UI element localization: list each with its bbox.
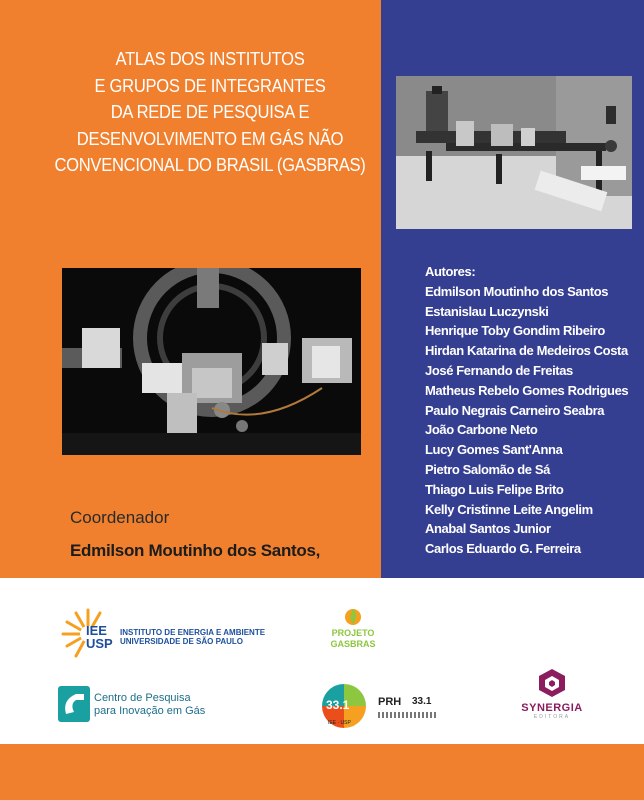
- prh-logo: [322, 684, 442, 732]
- author-name: João Carbone Neto: [425, 422, 538, 438]
- prh-number: 33.1: [412, 696, 432, 707]
- gasbras-line2: GASBRAS: [330, 639, 376, 649]
- authors-label: Autores:: [425, 264, 476, 279]
- title-line: E GRUPOS DE INTEGRANTES: [94, 75, 326, 96]
- author-name: Lucy Gomes Sant'Anna: [425, 442, 563, 458]
- prh-label: PRH: [378, 696, 402, 708]
- synergia-name: SYNERGIA: [521, 702, 583, 714]
- lab-equipment-illustration: [396, 76, 632, 229]
- rcgi-line2: para Inovação em Gás: [94, 705, 206, 717]
- iee-name-line2: UNIVERSIDADE DE SÃO PAULO: [120, 637, 243, 646]
- synergia-sub: EDITORA: [533, 714, 571, 720]
- synergia-logo: [516, 668, 588, 734]
- rcgi-line1: Centro de Pesquisa: [94, 692, 191, 704]
- title-line: DA REDE DE PESQUISA E: [110, 102, 310, 122]
- footer-orange-bar: [0, 744, 644, 800]
- iee-name-line1: INSTITUTO DE ENERGIA E AMBIENTE: [120, 628, 266, 637]
- author-name: Matheus Rebelo Gomes Rodrigues: [425, 382, 629, 398]
- lab-equipment-photo: [396, 76, 632, 229]
- author-name: Thiago Luis Felipe Brito: [425, 481, 564, 497]
- iee-usp-logo: [58, 606, 288, 664]
- prh-sub: IEE · USP: [328, 720, 351, 726]
- author-name: Kelly Cristinne Leite Angelim: [425, 501, 593, 517]
- title-line: DESENVOLVIMENTO EM GÁS NÃO: [76, 128, 344, 149]
- iee-abbr: IEE: [86, 623, 107, 638]
- synergia-cube-icon: [537, 668, 567, 698]
- title-line: CONVENCIONAL DO BRASIL (GASBRAS): [54, 155, 366, 175]
- prh-fine-print: [378, 712, 438, 718]
- rcgi-logo: [58, 686, 258, 726]
- title-line: ATLAS DOS INSTITUTOS: [115, 49, 305, 69]
- diffractometer-photo: [62, 268, 361, 455]
- diffractometer-illustration: [62, 268, 361, 455]
- author-name: Pietro Salomão de Sá: [425, 461, 550, 477]
- book-title: [54, 46, 367, 179]
- author-name: Hirdan Katarina de Medeiros Costa: [425, 343, 628, 359]
- coordinator-label: Coordenador: [70, 508, 170, 527]
- gasbras-line1: PROJETO: [331, 628, 375, 638]
- author-name: Paulo Negrais Carneiro Seabra: [425, 402, 605, 418]
- author-name: Henrique Toby Gondim Ribeiro: [425, 323, 605, 339]
- rcgi-mark-icon: [58, 686, 90, 722]
- prh-number-badge: 33.1: [326, 698, 350, 712]
- gasbras-logo: [318, 606, 388, 662]
- flame-icon: [343, 606, 363, 626]
- author-name: Edmilson Moutinho dos Santos: [425, 283, 609, 299]
- coordinator-name: Edmilson Moutinho dos Santos,: [70, 541, 321, 560]
- usp-abbr: USP: [86, 636, 113, 651]
- author-name: José Fernando de Freitas: [425, 362, 573, 378]
- author-name: Anabal Santos Junior: [425, 521, 551, 537]
- author-name: Estanislau Luczynski: [425, 303, 549, 319]
- author-name: Carlos Eduardo G. Ferreira: [425, 541, 581, 557]
- authors-list: [425, 262, 628, 559]
